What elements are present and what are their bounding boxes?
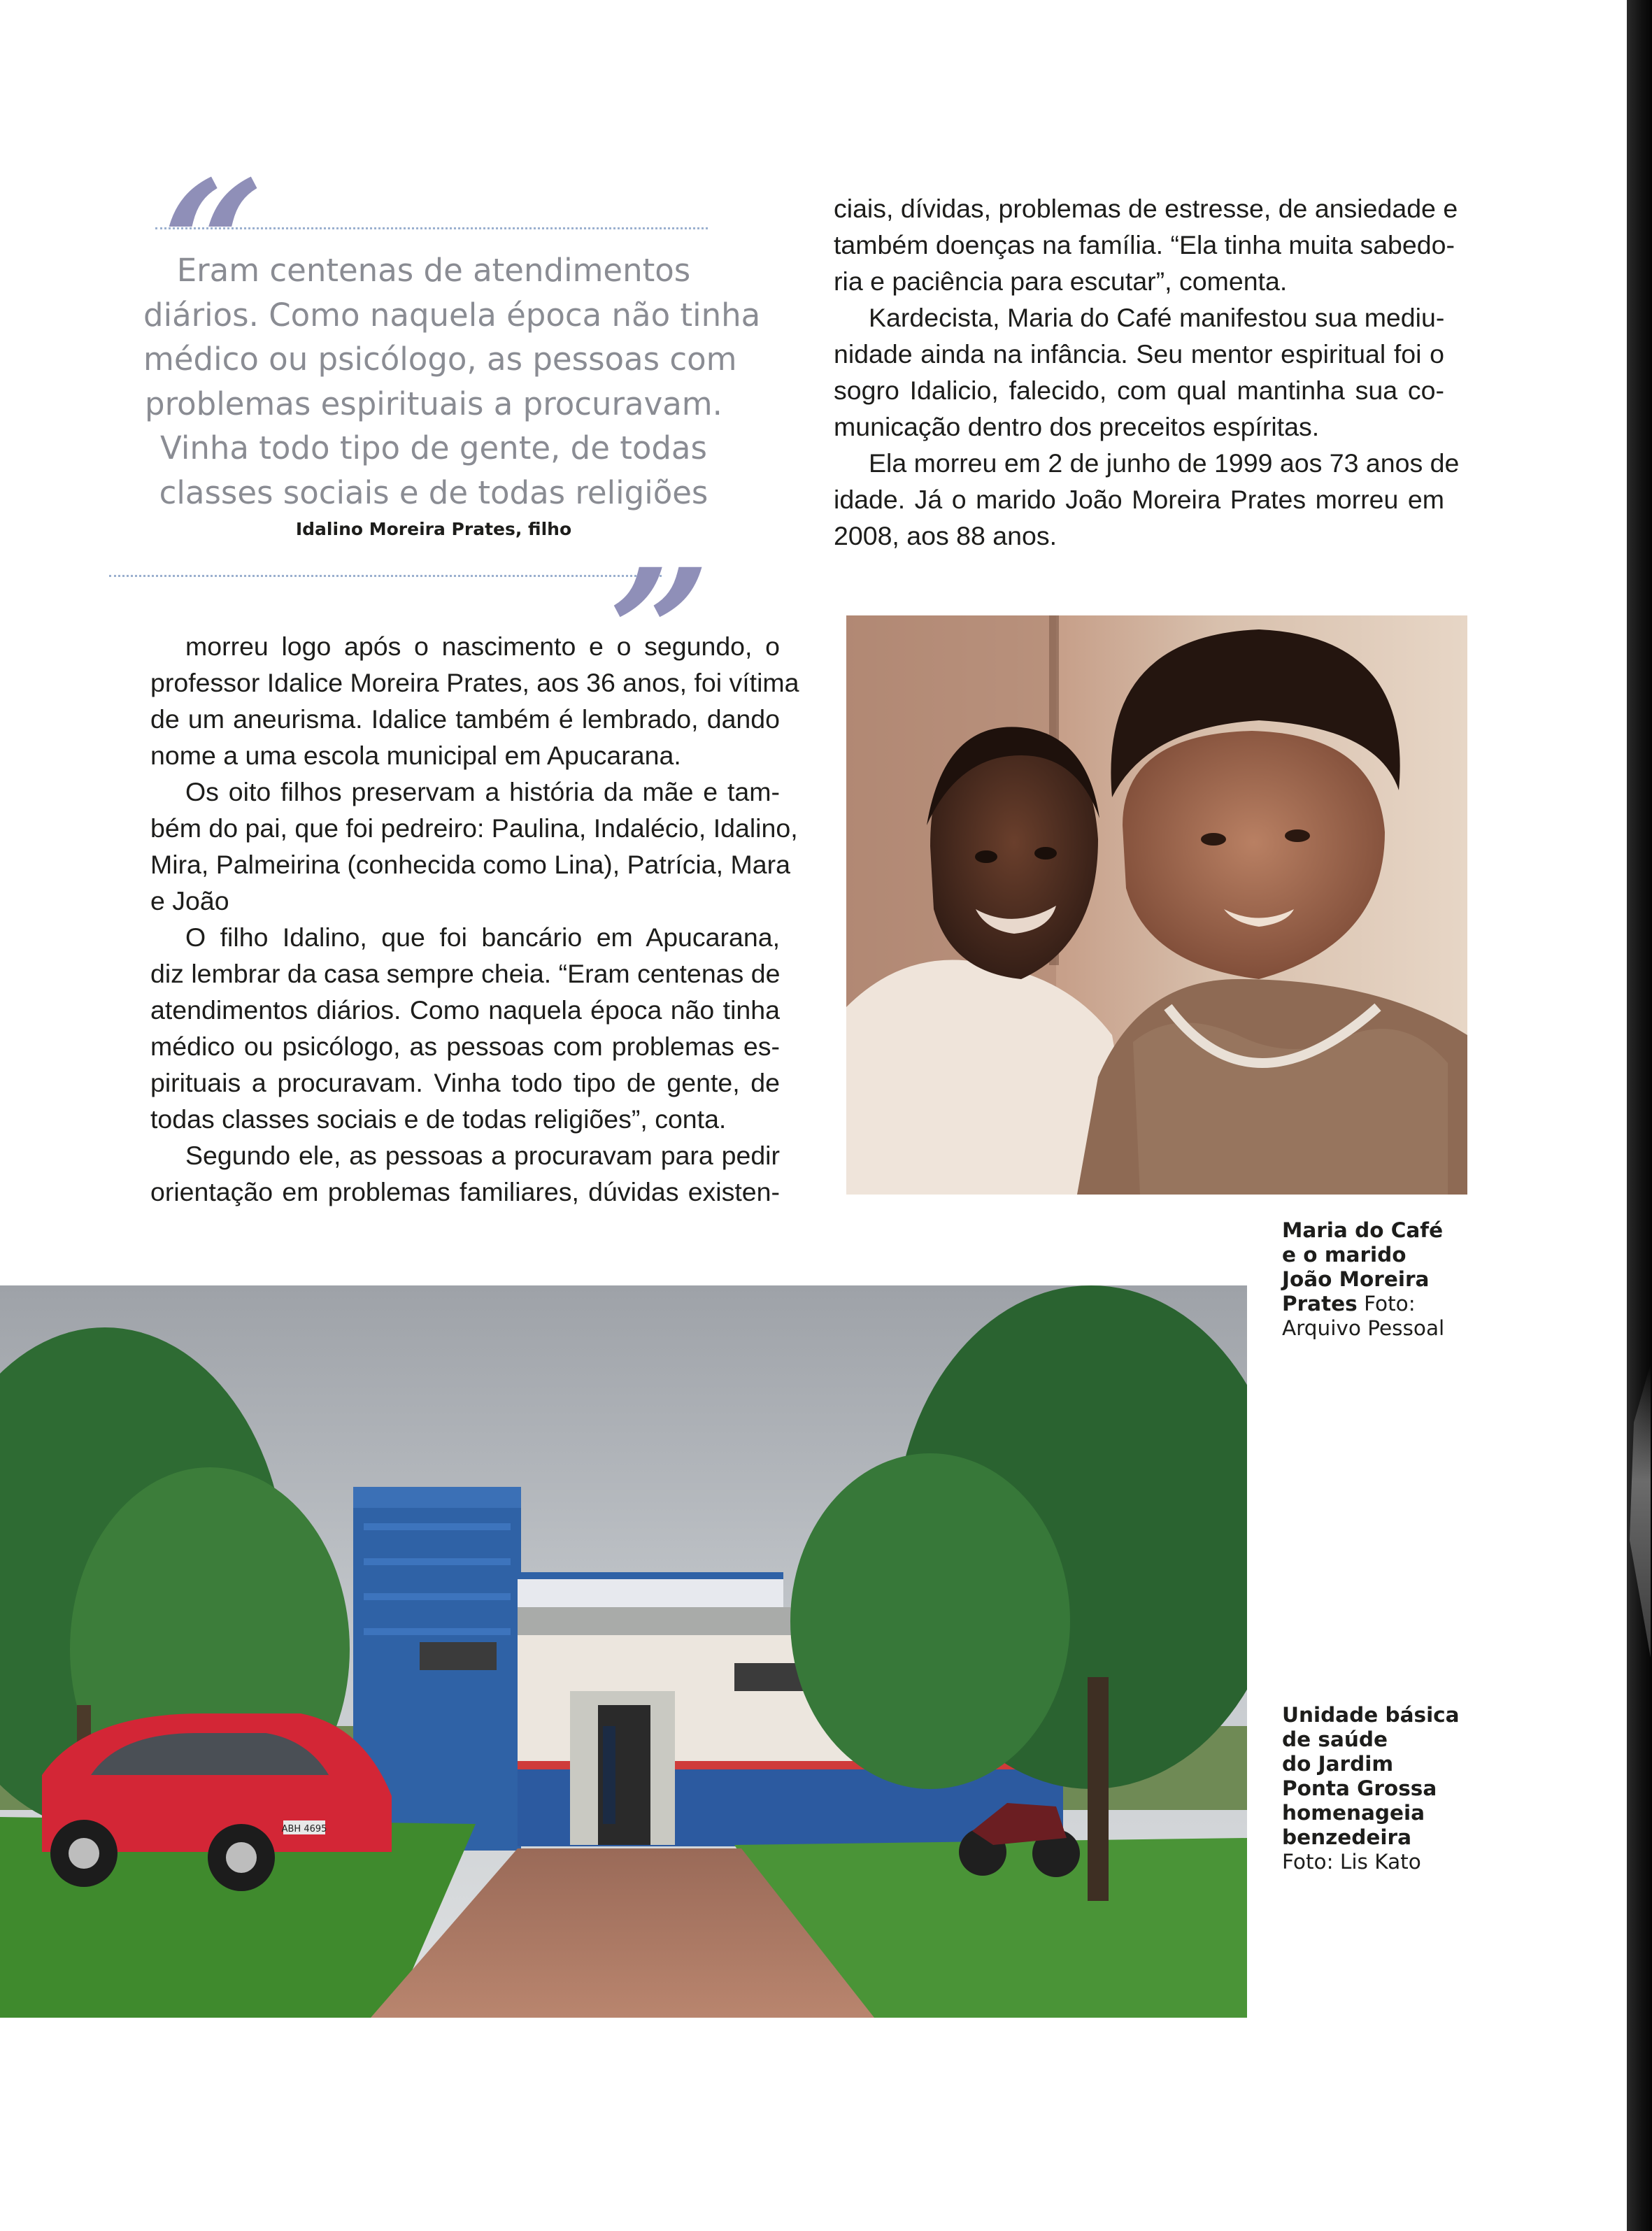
text-line: sogro Idalicio, falecido, com qual mantinha sua co- — [834, 376, 1444, 405]
pull-quote-line: Vinha todo tipo de gente, de todas — [160, 429, 707, 466]
paragraph — [150, 919, 780, 1137]
text-line: diz lembrar da casa sempre cheia. “Eram centenas de — [150, 959, 781, 988]
text-line: ria e paciência para escutar”, comenta. — [834, 266, 1288, 296]
open-quote-mark-icon: “ — [127, 142, 266, 348]
caption-credit-line: Foto: Lis Kato — [1282, 1850, 1421, 1874]
pull-quote-credit: Idalino Moreira Prates, filho — [295, 519, 572, 539]
caption-bold-line: homenageia — [1282, 1801, 1425, 1825]
text-line: pirituais a procuravam. Vinha todo tipo de gente, de — [150, 1068, 780, 1097]
clinic-photo-caption — [1282, 1703, 1492, 1874]
pull-quote — [143, 248, 761, 515]
caption-bold-line: benzedeira — [1282, 1825, 1411, 1849]
text-line: e João — [150, 886, 229, 915]
text-line: ciais, dívidas, problemas de estresse, de ansiedade e — [834, 194, 1458, 223]
text-line: Kardecista, Maria do Café manifestou sua mediu- — [869, 303, 1445, 332]
text-line: também doenças na família. “Ela tinha muita sabedo- — [834, 230, 1455, 259]
couple-photo-caption — [1282, 1218, 1492, 1341]
pull-quote-line: problemas espirituais a procuravam. — [145, 385, 722, 422]
page-edge-strip — [1627, 0, 1652, 2231]
caption-bold-line: João Moreira — [1282, 1267, 1430, 1291]
text-line: orientação em problemas familiares, dúvidas existen- — [150, 1177, 780, 1206]
paragraph — [834, 299, 1444, 445]
pull-quote-line: Eram centenas de atendimentos — [176, 252, 691, 289]
text-line: idade. Já o marido João Moreira Prates morreu em — [834, 485, 1444, 514]
caption-bold-line: do Jardim — [1282, 1752, 1394, 1776]
paragraph — [150, 628, 799, 774]
pull-quote-line: classes sociais e de todas religiões — [159, 473, 708, 511]
text-line: professor Idalice Moreira Prates, aos 36 anos, foi vítima — [150, 668, 799, 697]
pull-quote-line: médico ou psicólogo, as pessoas com — [143, 341, 737, 378]
text-line: Os oito filhos preservam a história da mãe e tam- — [185, 777, 780, 806]
text-line: bém do pai, que foi pedreiro: Paulina, Indalécio, Idalino, — [150, 813, 798, 843]
paragraph — [150, 774, 798, 919]
text-line: médico ou psicólogo, as pessoas com problemas es- — [150, 1032, 780, 1061]
couple-photo — [846, 615, 1467, 1195]
quote-rule-bottom — [109, 575, 662, 577]
pull-quote-line: diários. Como naquela época não tinha — [143, 296, 761, 334]
text-line: nidade ainda na infância. Seu mentor espiritual foi o — [834, 339, 1444, 369]
clinic-photo-illustration — [0, 1285, 1247, 2018]
left-text-column — [150, 628, 799, 1210]
couple-photo-illustration — [846, 615, 1467, 1195]
text-line: 2008, aos 88 anos. — [834, 521, 1058, 550]
paragraph — [834, 445, 1460, 554]
caption-bold-line: e o marido — [1282, 1243, 1407, 1267]
text-line: nome a uma escola municipal em Apucarana. — [150, 741, 681, 770]
text-line: atendimentos diários. Como naquela época não tinha — [150, 995, 780, 1025]
paragraph — [150, 1137, 780, 1210]
caption-bold-line: Maria do Café — [1282, 1218, 1444, 1242]
caption-credit-line: Arquivo Pessoal — [1282, 1316, 1445, 1340]
text-line: municação dentro dos preceitos espíritas. — [834, 412, 1320, 441]
caption-credit-label: Foto: — [1357, 1292, 1416, 1316]
text-line: O filho Idalino, que foi bancário em Apucarana, — [185, 922, 780, 952]
page-edge-notch — [1630, 1364, 1651, 1658]
caption-bold-line: de saúde — [1282, 1727, 1388, 1751]
text-line: Mira, Palmeirina (conhecida como Lina), Patrícia, Mara — [150, 850, 790, 879]
clinic-photo — [0, 1285, 1247, 2018]
caption-mixed-line — [1282, 1292, 1492, 1316]
caption-bold-tail: Prates — [1282, 1292, 1358, 1316]
text-line: de um aneurisma. Idalice também é lembrado, dando — [150, 704, 780, 734]
text-line: Ela morreu em 2 de junho de 1999 aos 73 anos de — [869, 448, 1460, 478]
car-license-plate: ABH 4695 — [281, 1824, 327, 1834]
text-line: todas classes sociais e de todas religiões”, conta. — [150, 1104, 727, 1134]
paragraph — [834, 190, 1458, 299]
caption-bold-line: Unidade básica — [1282, 1703, 1460, 1727]
caption-bold-line: Ponta Grossa — [1282, 1776, 1437, 1800]
text-line: Segundo ele, as pessoas a procuravam para pedir — [185, 1141, 780, 1170]
right-text-column — [834, 190, 1460, 554]
close-quote-mark-icon: ” — [573, 530, 713, 736]
quote-rule-top — [155, 227, 708, 229]
text-line: morreu logo após o nascimento e o segundo, o — [185, 632, 780, 661]
